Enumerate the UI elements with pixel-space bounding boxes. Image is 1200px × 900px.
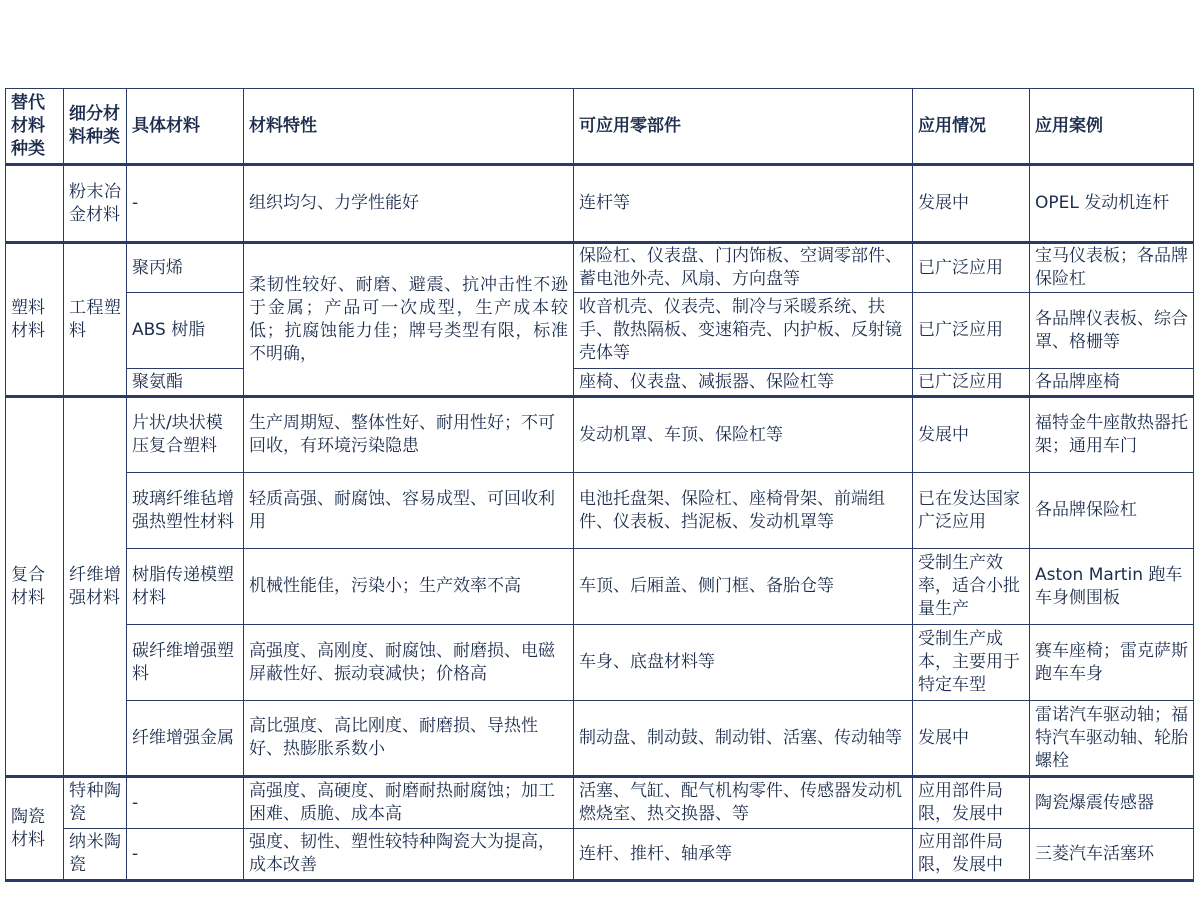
material-cell: 聚氨酯 xyxy=(127,369,244,397)
material-cell: 片状/块状模压复合塑料 xyxy=(127,397,244,473)
table-row xyxy=(6,293,1194,369)
status-cell: 已广泛应用 xyxy=(913,293,1030,369)
properties-cell: 生产周期短、整体性好、耐用性好；不可回收，有环境污染隐患 xyxy=(244,397,574,473)
case-cell: 各品牌保险杠 xyxy=(1030,473,1194,549)
table-row xyxy=(6,165,1194,243)
status-cell: 发展中 xyxy=(913,397,1030,473)
properties-cell: 轻质高强、耐腐蚀、容易成型、可回收利用 xyxy=(244,473,574,549)
header-material: 具体材料 xyxy=(127,89,244,165)
parts-cell: 连杆、推杆、轴承等 xyxy=(574,829,913,881)
case-cell: 陶瓷爆震传感器 xyxy=(1030,777,1194,829)
status-cell: 已在发达国家广泛应用 xyxy=(913,473,1030,549)
material-cell: 聚丙烯 xyxy=(127,243,244,293)
header-status: 应用情况 xyxy=(913,89,1030,165)
status-cell: 发展中 xyxy=(913,165,1030,243)
properties-cell: 组织均匀、力学性能好 xyxy=(244,165,574,243)
table-row xyxy=(6,701,1194,777)
case-cell: Aston Martin 跑车车身侧围板 xyxy=(1030,549,1194,625)
status-cell: 已广泛应用 xyxy=(913,369,1030,397)
subcategory-cell: 工程塑料 xyxy=(64,243,127,397)
table-row xyxy=(6,625,1194,701)
parts-cell: 连杆等 xyxy=(574,165,913,243)
parts-cell: 发动机罩、车顶、保险杠等 xyxy=(574,397,913,473)
category-cell: 陶瓷材料 xyxy=(6,777,64,881)
material-cell: 碳纤维增强塑料 xyxy=(127,625,244,701)
properties-cell: 高比强度、高比刚度、耐磨损、导热性好、热膨胀系数小 xyxy=(244,701,574,777)
header-parts: 可应用零部件 xyxy=(574,89,913,165)
table-row xyxy=(6,777,1194,829)
properties-cell: 机械性能佳，污染小；生产效率不高 xyxy=(244,549,574,625)
parts-cell: 制动盘、制动鼓、制动钳、活塞、传动轴等 xyxy=(574,701,913,777)
header-properties: 材料特性 xyxy=(244,89,574,165)
subcategory-cell: 特种陶瓷 xyxy=(64,777,127,829)
material-cell: 树脂传递模塑材料 xyxy=(127,549,244,625)
header-category: 替代材料种类 xyxy=(6,89,64,165)
material-cell: - xyxy=(127,829,244,881)
parts-cell: 活塞、气缸、配气机构零件、传感器发动机燃烧室、热交换器、等 xyxy=(574,777,913,829)
table-row xyxy=(6,243,1194,293)
material-cell: - xyxy=(127,165,244,243)
header-row xyxy=(6,89,1194,165)
header-subcategory: 细分材料种类 xyxy=(64,89,127,165)
table-row xyxy=(6,549,1194,625)
material-cell: 玻璃纤维毡增强热塑性材料 xyxy=(127,473,244,549)
status-cell: 应用部件局限，发展中 xyxy=(913,777,1030,829)
subcategory-cell: 纤维增强材料 xyxy=(64,397,127,777)
header-case: 应用案例 xyxy=(1030,89,1194,165)
table-row xyxy=(6,473,1194,549)
parts-cell: 收音机壳、仪表壳、制冷与采暖系统、扶手、散热隔板、变速箱壳、内护板、反射镜壳体等 xyxy=(574,293,913,369)
parts-cell: 座椅、仪表盘、减振器、保险杠等 xyxy=(574,369,913,397)
status-cell: 发展中 xyxy=(913,701,1030,777)
properties-cell: 柔韧性较好、耐磨、避震、抗冲击性不逊于金属；产品可一次成型，生产成本较低；抗腐蚀能力佳；牌号类型有限，标准不明确， xyxy=(244,243,574,397)
case-cell: 各品牌座椅 xyxy=(1030,369,1194,397)
case-cell: 三菱汽车活塞环 xyxy=(1030,829,1194,881)
case-cell: 雷诺汽车驱动轴；福特汽车驱动轴、轮胎螺栓 xyxy=(1030,701,1194,777)
materials-table xyxy=(5,88,1194,882)
case-cell: 各品牌仪表板、综合罩、格栅等 xyxy=(1030,293,1194,369)
case-cell: 宝马仪表板；各品牌保险杠 xyxy=(1030,243,1194,293)
status-cell: 受制生产成本，主要用于特定车型 xyxy=(913,625,1030,701)
subcategory-cell: 纳米陶瓷 xyxy=(64,829,127,881)
case-cell: 福特金牛座散热器托架；通用车门 xyxy=(1030,397,1194,473)
table-row xyxy=(6,397,1194,473)
material-cell: - xyxy=(127,777,244,829)
category-cell: 塑料材料 xyxy=(6,243,64,397)
case-cell: 赛车座椅；雷克萨斯跑车车身 xyxy=(1030,625,1194,701)
status-cell: 已广泛应用 xyxy=(913,243,1030,293)
parts-cell: 车顶、后厢盖、侧门框、备胎仓等 xyxy=(574,549,913,625)
properties-cell: 强度、韧性、塑性较特种陶瓷大为提高，成本改善 xyxy=(244,829,574,881)
properties-cell: 高强度、高刚度、耐腐蚀、耐磨损、电磁屏蔽性好、振动衰减快；价格高 xyxy=(244,625,574,701)
table-row xyxy=(6,369,1194,397)
subcategory-cell: 粉末冶金材料 xyxy=(64,165,127,243)
parts-cell: 车身、底盘材料等 xyxy=(574,625,913,701)
case-cell: OPEL 发动机连杆 xyxy=(1030,165,1194,243)
table-row xyxy=(6,829,1194,881)
material-cell: ABS 树脂 xyxy=(127,293,244,369)
properties-cell: 高强度、高硬度、耐磨耐热耐腐蚀；加工困难、质脆、成本高 xyxy=(244,777,574,829)
category-cell: 复合材料 xyxy=(6,397,64,777)
status-cell: 应用部件局限，发展中 xyxy=(913,829,1030,881)
status-cell: 受制生产效率，适合小批量生产 xyxy=(913,549,1030,625)
material-cell: 纤维增强金属 xyxy=(127,701,244,777)
parts-cell: 电池托盘架、保险杠、座椅骨架、前端组件、仪表板、挡泥板、发动机罩等 xyxy=(574,473,913,549)
parts-cell: 保险杠、仪表盘、门内饰板、空调零部件、蓄电池外壳、风扇、方向盘等 xyxy=(574,243,913,293)
category-cell xyxy=(6,165,64,243)
